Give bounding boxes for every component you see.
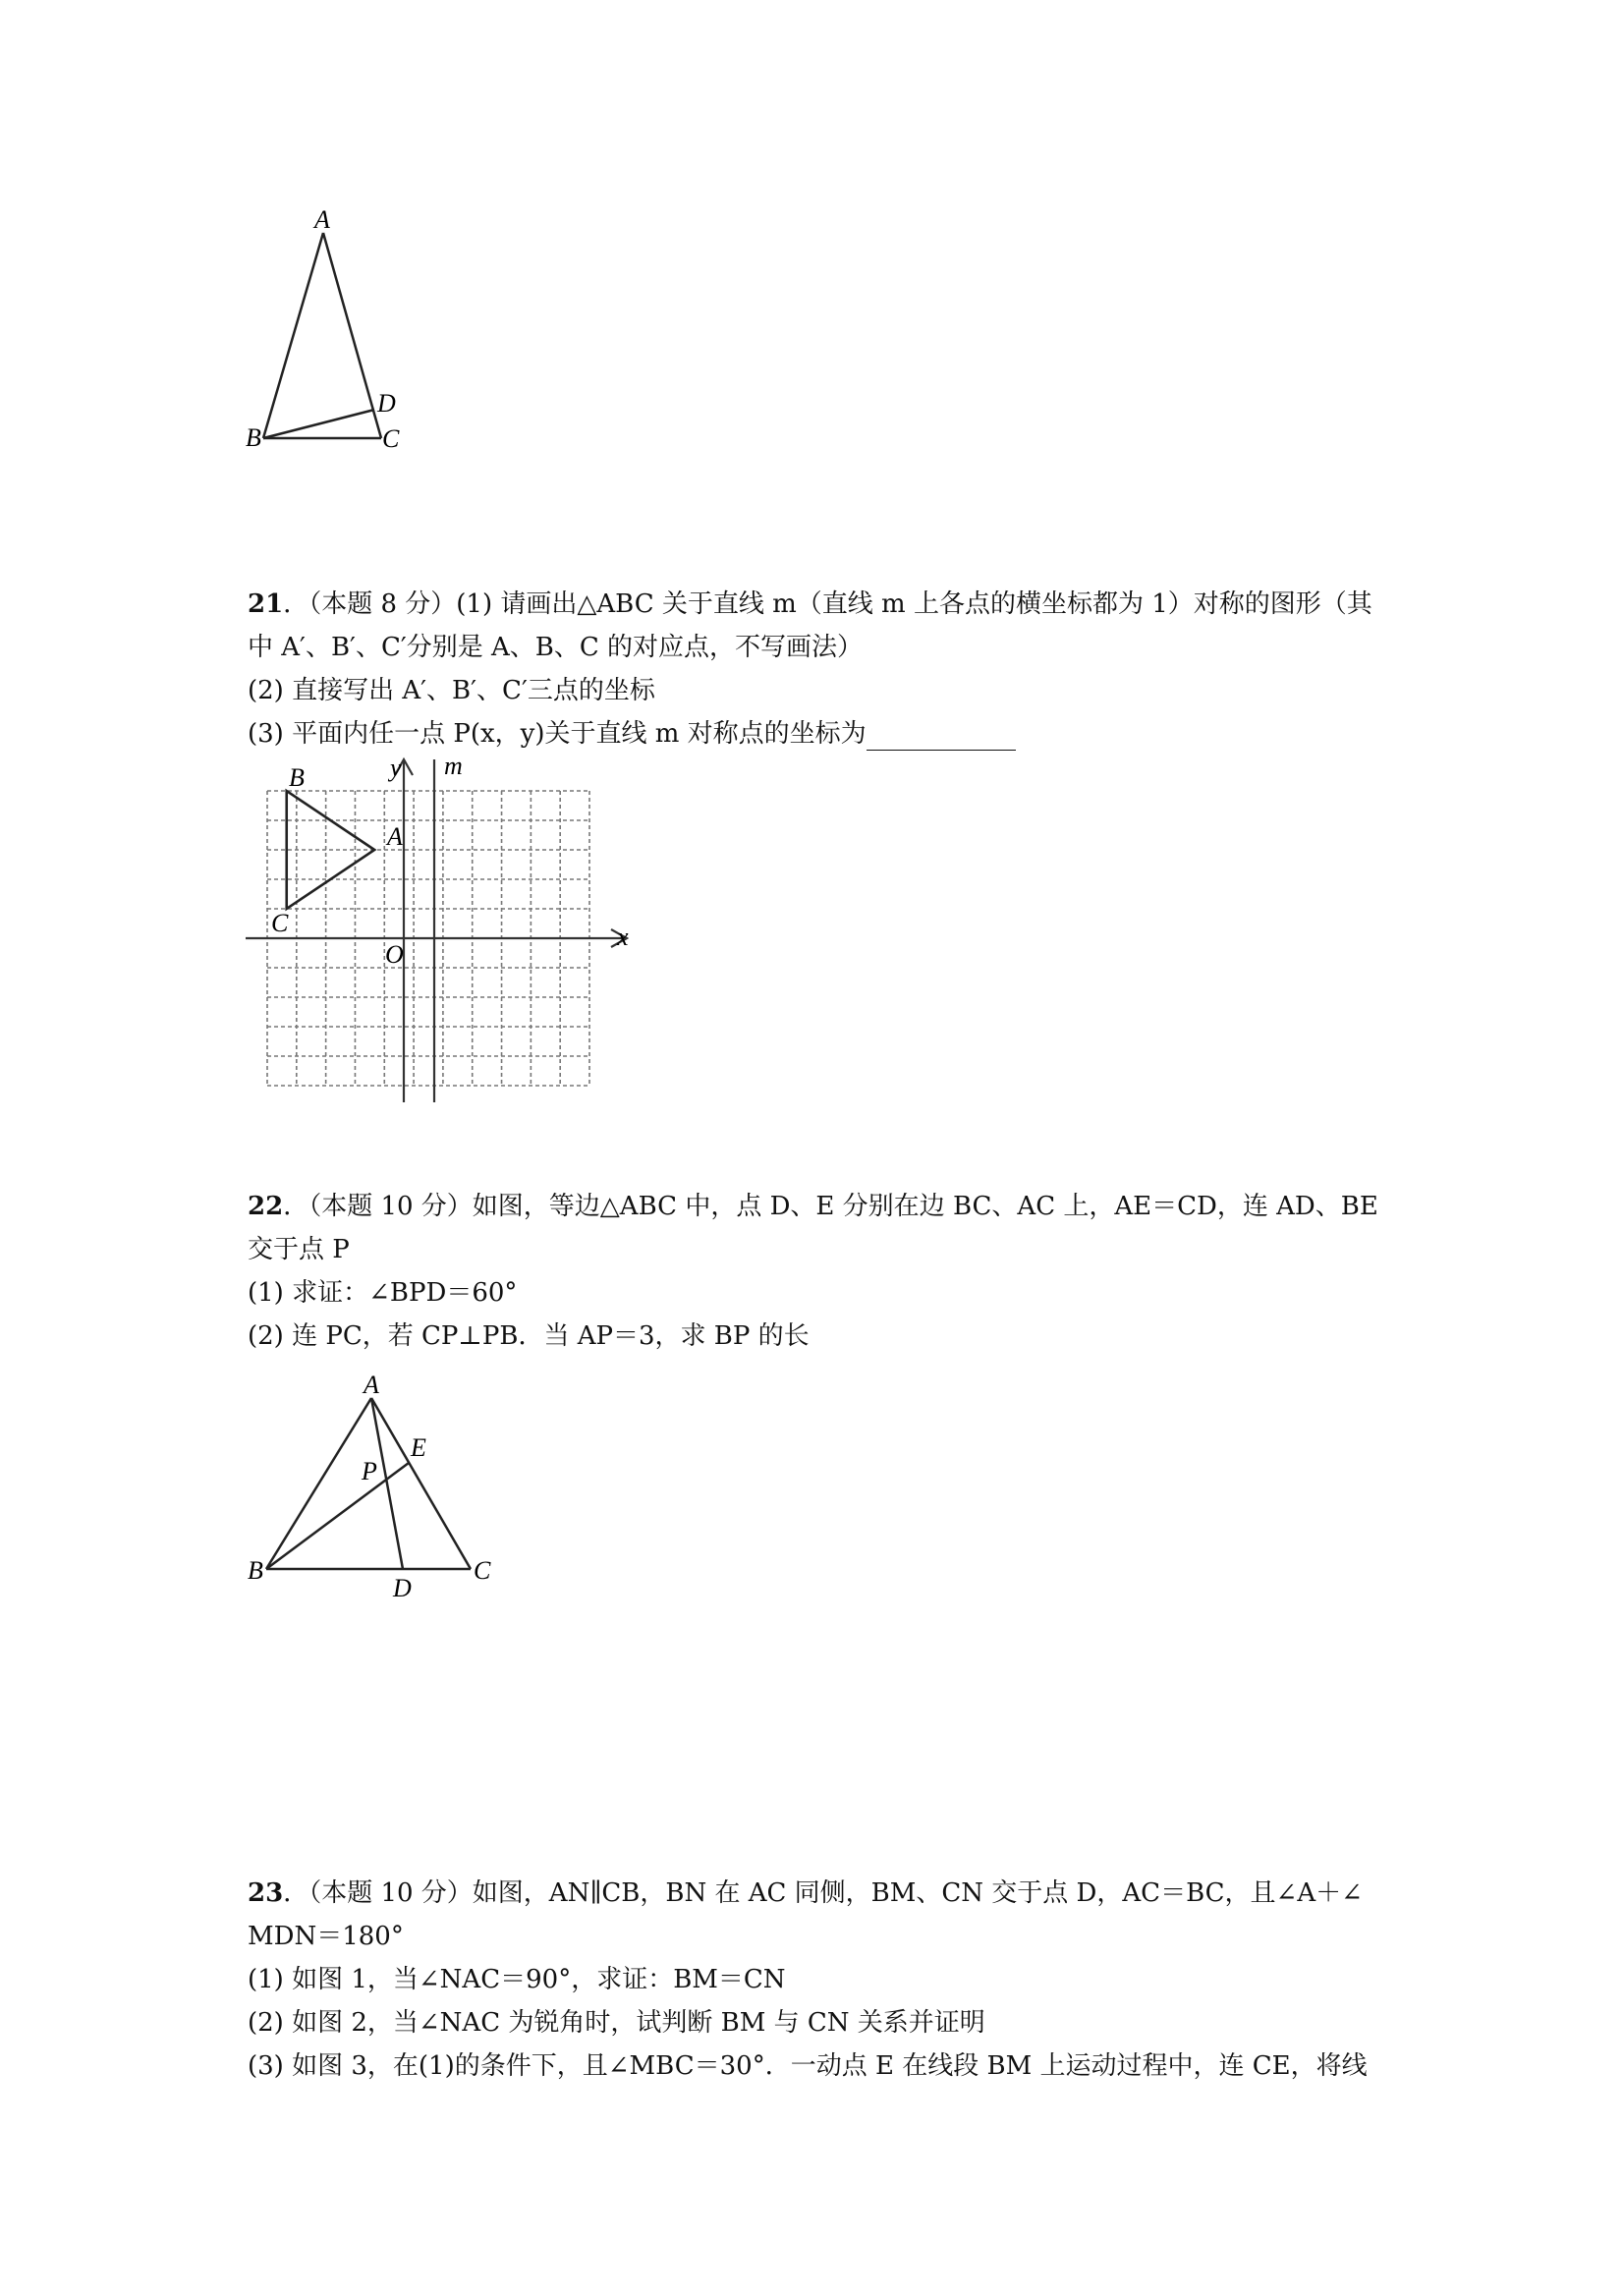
q22-number: 22 [248, 1192, 284, 1221]
q21-line-4: (3) 平面内任一点 P(x，y)关于直线 m 对称点的坐标为 [248, 717, 1016, 751]
label-e: E [411, 1433, 426, 1462]
label-a: A [364, 1371, 379, 1399]
segment-ab [266, 1398, 371, 1569]
label-grid-b: B [289, 763, 305, 792]
q23-number: 23 [248, 1878, 284, 1908]
segment-be [266, 1463, 409, 1569]
label-o: O [385, 940, 404, 969]
label-grid-a: A [387, 822, 403, 851]
label-c: C [382, 424, 400, 453]
label-y: y [390, 754, 402, 782]
q21-line-1: 21．（本题 8 分）(1) 请画出△ABC 关于直线 m（直线 m 上各点的横坐标都为 1）对称的图形（其 [248, 589, 1372, 619]
q23-line-5: (3) 如图 3，在(1)的条件下，且∠MBC＝30°．一动点 E 在线段 BM 上运动过程中，连 CE，将线 [248, 2051, 1368, 2081]
label-m: m [444, 752, 463, 780]
label-a: A [314, 205, 330, 234]
label-d: D [393, 1574, 412, 1602]
q22-line-3: (1) 求证：∠BPD＝60° [248, 1278, 518, 1308]
label-d: D [377, 389, 396, 418]
q21-line-2: 中 A′、B′、C′分别是 A、B、C 的对应点，不写画法） [248, 633, 864, 662]
q23-line-1: 23．（本题 10 分）如图，AN∥CB，BN 在 AC 同侧，BM、CN 交于点 D，AC＝BC，且∠A＋∠ [248, 1878, 1363, 1908]
q23-line-2: MDN＝180° [248, 1922, 404, 1951]
label-c: C [474, 1556, 491, 1585]
q23-line-3: (1) 如图 1，当∠NAC＝90°，求证：BM＝CN [248, 1965, 786, 1994]
label-b: B [246, 423, 261, 452]
q21-number: 21 [248, 589, 284, 619]
q22-line-4: (2) 连 PC，若 CP⊥PB．当 AP＝3，求 BP 的长 [248, 1321, 810, 1351]
label-b: B [248, 1556, 263, 1585]
q22-line-1: 22．（本题 10 分）如图，等边△ABC 中，点 D、E 分别在边 BC、AC 上，AE＝CD，连 AD、BE [248, 1192, 1378, 1221]
q21-line-3: (2) 直接写出 A′、B′、C′三点的坐标 [248, 676, 655, 705]
label-x: x [617, 923, 629, 951]
q23-line-4: (2) 如图 2，当∠NAC 为锐角时，试判断 BM 与 CN 关系并证明 [248, 2008, 985, 2038]
label-grid-c: C [271, 909, 289, 937]
q22-line-2: 交于点 P [248, 1235, 350, 1264]
label-p: P [362, 1457, 377, 1485]
